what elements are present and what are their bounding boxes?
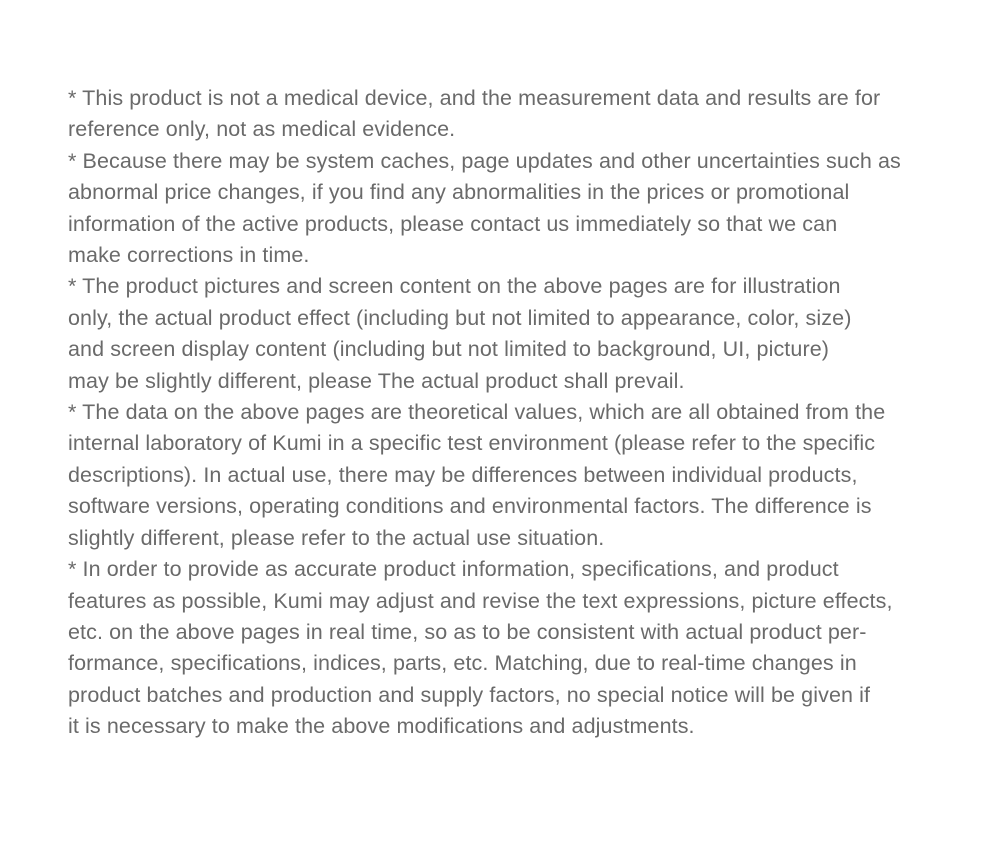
disclaimer-line: * The product pictures and screen content on the above pages are for illustration bbox=[68, 274, 841, 299]
disclaimer-text-block bbox=[68, 83, 938, 743]
disclaimer-line: software versions, operating conditions and environmental factors. The difference is bbox=[68, 494, 872, 519]
disclaimer-line: formance, specifications, indices, parts, etc. Matching, due to real-time changes in bbox=[68, 651, 857, 676]
disclaimer-line: descriptions). In actual use, there may be differences between individual products, bbox=[68, 462, 858, 487]
disclaimer-line: it is necessary to make the above modifications and adjustments. bbox=[68, 714, 695, 739]
disclaimer-line: may be slightly different, please The actual product shall prevail. bbox=[68, 368, 685, 393]
disclaimer-line: internal laboratory of Kumi in a specific test environment (please refer to the specific bbox=[68, 431, 876, 456]
disclaimer-line: slightly different, please refer to the actual use situation. bbox=[68, 525, 605, 550]
disclaimer-line: reference only, not as medical evidence. bbox=[68, 117, 456, 142]
disclaimer-line: and screen display content (including but not limited to background, UI, picture) bbox=[68, 337, 830, 362]
disclaimer-line: abnormal price changes, if you find any abnormalities in the prices or promotional bbox=[68, 180, 850, 205]
disclaimer-line: etc. on the above pages in real time, so as to be consistent with actual product per- bbox=[68, 619, 867, 644]
disclaimer-line: * Because there may be system caches, page updates and other uncertainties such as bbox=[68, 148, 901, 173]
disclaimer-line: features as possible, Kumi may adjust and revise the text expressions, picture effects, bbox=[68, 588, 893, 613]
disclaimer-line: only, the actual product effect (including but not limited to appearance, color, size) bbox=[68, 305, 852, 330]
disclaimer-line: * In order to provide as accurate product information, specifications, and product bbox=[68, 557, 839, 582]
disclaimer-line: * This product is not a medical device, and the measurement data and results are for bbox=[68, 86, 881, 110]
disclaimer-line: make corrections in time. bbox=[68, 243, 310, 268]
disclaimer-line: * The data on the above pages are theoretical values, which are all obtained from the bbox=[68, 400, 886, 425]
disclaimer-line: information of the active products, please contact us immediately so that we can bbox=[68, 211, 838, 236]
disclaimer-line: product batches and production and supply factors, no special notice will be given if bbox=[68, 682, 871, 707]
